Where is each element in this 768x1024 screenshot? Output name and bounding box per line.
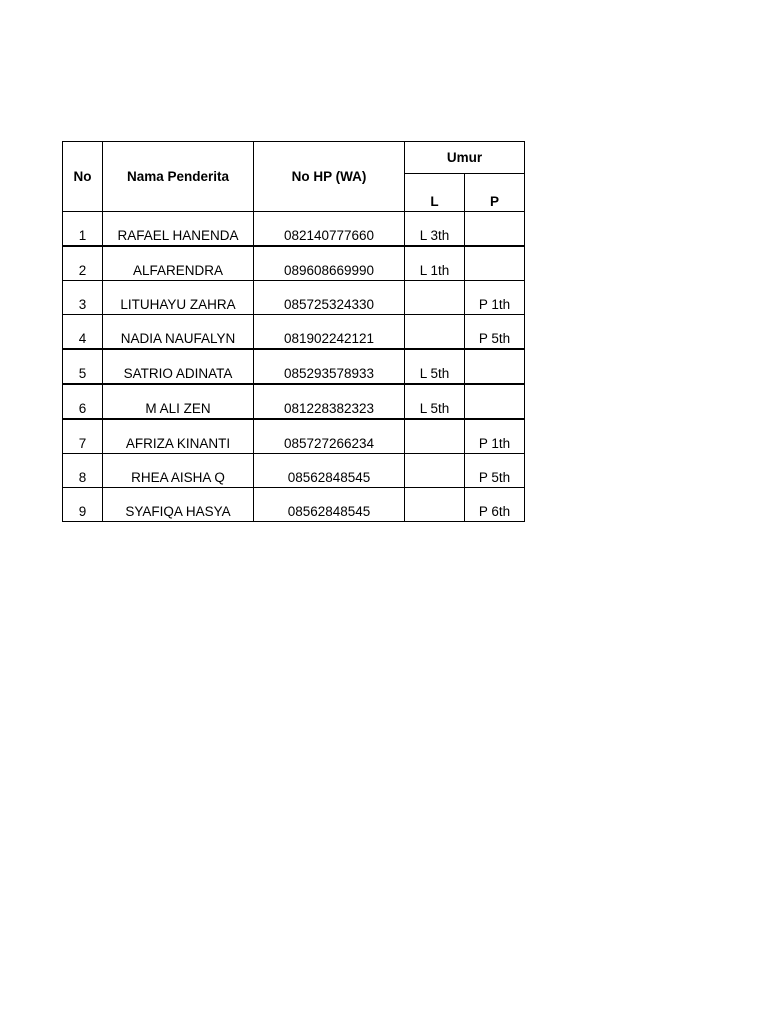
cell-no: 9: [63, 488, 103, 522]
patient-table: [62, 141, 525, 522]
cell-no: 1: [63, 212, 103, 247]
cell-umur-p: P 5th: [465, 315, 525, 350]
cell-name: RHEA AISHA Q: [103, 454, 254, 488]
cell-umur-p: P 1th: [465, 281, 525, 315]
cell-no: 7: [63, 419, 103, 454]
cell-hp: 085727266234: [254, 419, 405, 454]
cell-name: ALFARENDRA: [103, 246, 254, 281]
cell-umur-l: [405, 488, 465, 522]
cell-hp: 081228382323: [254, 384, 405, 419]
table-body: [63, 212, 525, 522]
cell-umur-l: L 5th: [405, 384, 465, 419]
header-nama-penderita: Nama Penderita: [103, 142, 254, 212]
table-row: [63, 384, 525, 419]
cell-hp: 081902242121: [254, 315, 405, 350]
cell-name: M ALI ZEN: [103, 384, 254, 419]
cell-hp: 089608669990: [254, 246, 405, 281]
cell-umur-p: P 5th: [465, 454, 525, 488]
table-row: [63, 488, 525, 522]
cell-hp: 085293578933: [254, 349, 405, 384]
cell-umur-l: [405, 419, 465, 454]
cell-no: 8: [63, 454, 103, 488]
cell-umur-p: P 6th: [465, 488, 525, 522]
header-no: No: [63, 142, 103, 212]
table-row: [63, 349, 525, 384]
cell-umur-l: L 1th: [405, 246, 465, 281]
cell-hp: 085725324330: [254, 281, 405, 315]
cell-name: LITUHAYU ZAHRA: [103, 281, 254, 315]
cell-umur-l: L 5th: [405, 349, 465, 384]
patient-table-container: [62, 141, 525, 522]
cell-name: NADIA NAUFALYN: [103, 315, 254, 350]
cell-umur-l: [405, 281, 465, 315]
header-row-1: [63, 142, 525, 174]
cell-name: SYAFIQA HASYA: [103, 488, 254, 522]
cell-umur-p: P 1th: [465, 419, 525, 454]
cell-hp: 08562848545: [254, 454, 405, 488]
cell-name: SATRIO ADINATA: [103, 349, 254, 384]
cell-umur-p: [465, 246, 525, 281]
table-row: [63, 281, 525, 315]
cell-umur-p: [465, 384, 525, 419]
cell-no: 3: [63, 281, 103, 315]
table-row: [63, 454, 525, 488]
cell-umur-l: [405, 454, 465, 488]
table-row: [63, 315, 525, 350]
header-no-hp: No HP (WA): [254, 142, 405, 212]
table-row: [63, 212, 525, 247]
cell-no: 4: [63, 315, 103, 350]
cell-umur-p: [465, 349, 525, 384]
cell-no: 6: [63, 384, 103, 419]
table-row: [63, 246, 525, 281]
header-umur: Umur: [405, 142, 525, 174]
cell-hp: 08562848545: [254, 488, 405, 522]
cell-umur-p: [465, 212, 525, 247]
cell-no: 2: [63, 246, 103, 281]
table-header: [63, 142, 525, 212]
cell-no: 5: [63, 349, 103, 384]
cell-umur-l: L 3th: [405, 212, 465, 247]
cell-hp: 082140777660: [254, 212, 405, 247]
cell-name: RAFAEL HANENDA: [103, 212, 254, 247]
header-umur-l: L: [405, 174, 465, 212]
header-umur-p: P: [465, 174, 525, 212]
cell-umur-l: [405, 315, 465, 350]
table-row: [63, 419, 525, 454]
cell-name: AFRIZA KINANTI: [103, 419, 254, 454]
